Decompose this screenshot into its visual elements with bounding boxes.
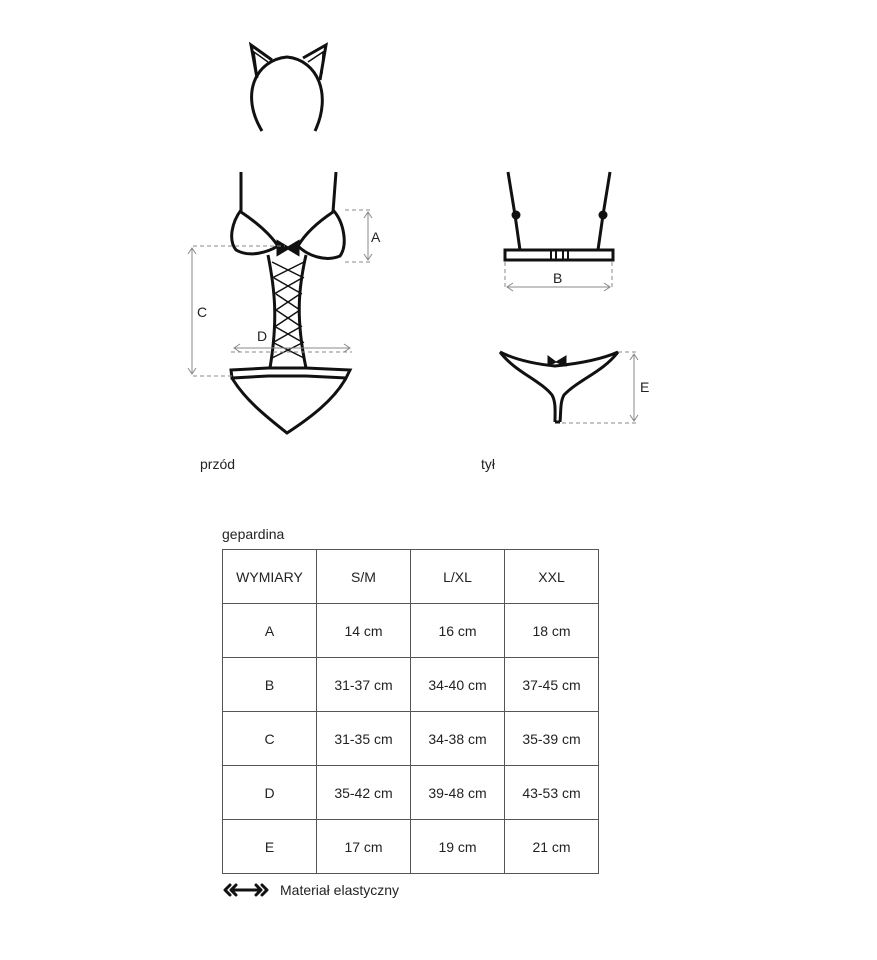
table-row [223,604,599,658]
legend [222,880,399,900]
table-cell: 39-48 cm [411,766,505,820]
dim-label-e: E [640,379,650,395]
table-cell: 17 cm [317,820,411,874]
table-cell: 16 cm [411,604,505,658]
table-cell: 31-35 cm [317,712,411,766]
table-row [223,712,599,766]
table-row [223,658,599,712]
table-cell: 37-45 cm [505,658,599,712]
header-cell: L/XL [411,550,505,604]
caption-front: przód [200,456,236,472]
dim-label-d: D [257,328,268,344]
table-cell: 18 cm [505,604,599,658]
size-table [222,549,599,874]
dim-label-c: C [197,304,208,320]
table-cell: 14 cm [317,604,411,658]
table-cell: 21 cm [505,820,599,874]
header-cell: WYMIARY [223,550,317,604]
header-cell: S/M [317,550,411,604]
dim-label-a: A [371,229,381,245]
table-cell: 19 cm [411,820,505,874]
table-cell: 34-40 cm [411,658,505,712]
table-title: gepardina [222,526,285,542]
table-row [223,820,599,874]
header-cell: XXL [505,550,599,604]
table-header-row [223,550,599,604]
table-cell: 31-37 cm [317,658,411,712]
table-cell: 43-53 cm [505,766,599,820]
row-label: B [223,658,317,712]
cat-ears-headband [251,45,326,131]
table-row [223,766,599,820]
row-label: D [223,766,317,820]
row-label: A [223,604,317,658]
table-cell: 34-38 cm [411,712,505,766]
row-label: C [223,712,317,766]
thong-back [500,352,618,422]
table-cell: 35-39 cm [505,712,599,766]
bra-back [505,172,613,260]
table-cell: 35-42 cm [317,766,411,820]
bodysuit-front [231,172,350,433]
elastic-arrows-icon [222,882,270,898]
row-label: E [223,820,317,874]
dim-label-b: B [553,270,563,286]
legend-label: Materiał elastyczny [280,882,400,898]
caption-back: tył [481,456,495,472]
